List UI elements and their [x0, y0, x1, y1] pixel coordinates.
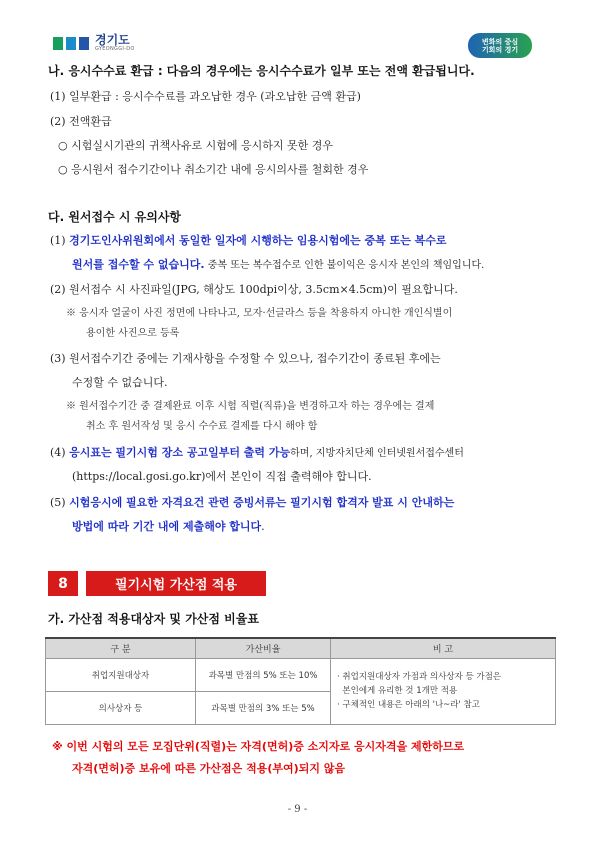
cautions-heading: 다. 원서접수 시 유의사항 — [48, 210, 182, 224]
table-header-ratio: 가산비율 — [196, 638, 331, 658]
slogan-badge — [468, 33, 532, 58]
caution-1-rest: 중복 또는 복수접수로 인한 불이익은 응시자 본인의 책임입니다. — [204, 260, 485, 271]
caution-5-bold-1: 시험응시에 필요한 자격요건 관련 증빙서류는 필기시험 합격자 발표 시 안내하는 — [69, 496, 455, 509]
caution-3-line-1: (3) 원서접수기간 중에는 기재사항을 수정할 수 있으나, 접수기간이 종료된 후에는 — [50, 352, 441, 365]
caution-5-line-2 — [72, 520, 265, 534]
caution-4-prefix: (4) — [50, 446, 70, 459]
remark-line-2: 본인에게 유리한 것 1개만 적용 — [337, 686, 458, 696]
warning-line-1: ※ 이번 시험의 모든 모집단위(직렬)는 자격(면허)증 소지자로 응시자격을 제한하므로 — [52, 740, 465, 753]
caution-3-line-2: 수정할 수 없습니다. — [72, 376, 168, 389]
caution-3-note-2: 취소 후 원서작성 및 응시 수수료 결제를 다시 해야 함 — [86, 421, 318, 432]
caution-2-note-1: ※ 응시자 얼굴이 사진 정면에 나타나고, 모자·선글라스 등을 착용하지 아니한 개인식별이 — [66, 308, 453, 319]
refund-item-partial: (1) 일부환급 : 응시수수료를 과오납한 경우 (과오납한 금액 환급) — [50, 90, 361, 103]
table-header-category: 구 분 — [46, 638, 196, 658]
caution-1-prefix: (1) — [50, 234, 70, 247]
table-cell-category: 의사상자 등 — [46, 691, 196, 724]
logo-subtitle: GYEONGGI-DO — [95, 46, 135, 52]
bonus-ratio-table — [45, 637, 556, 725]
caution-2: (2) 원서접수 시 사진파일(JPG, 해상도 100dpi이상, 3.5cm×4.5cm)이 필요합니다. — [50, 283, 458, 296]
caution-4-line-2: (https://local.gosi.go.kr)에서 본인이 직접 출력해야 합니다. — [72, 470, 372, 483]
remark-line-3: · 구체적인 내용은 아래의 '나~라' 참고 — [337, 700, 480, 710]
caution-1-line-1 — [50, 234, 447, 248]
table-row — [46, 658, 556, 691]
page-number: - 9 - — [287, 804, 308, 815]
caution-5-end: . — [261, 520, 265, 533]
section-number-badge: 8 — [48, 571, 78, 596]
remark-line-1: · 취업지원대상자 가점과 의사상자 등 가점은 — [337, 672, 502, 682]
bonus-heading: 가. 가산점 적용대상자 및 가산점 비율표 — [48, 612, 259, 626]
section-title-badge: 필기시험 가산점 적용 — [86, 571, 266, 596]
table-header-remark: 비 고 — [331, 638, 556, 658]
gyeonggi-logo-mark-icon — [53, 37, 89, 50]
caution-5-line-1 — [50, 496, 454, 510]
caution-1-bold-2: 원서를 접수할 수 없습니다. — [72, 258, 205, 271]
refund-bullet-1: ○ 시험실시기관의 귀책사유로 시험에 응시하지 못한 경우 — [58, 139, 333, 152]
caution-1-line-2 — [72, 258, 484, 273]
caution-4-line-1 — [50, 446, 464, 461]
refund-heading: 나. 응시수수료 환급 : 다음의 경우에는 응시수수료가 일부 또는 전액 환급됩니다. — [48, 64, 475, 78]
caution-5-prefix: (5) — [50, 496, 70, 509]
table-cell-ratio: 과목별 만점의 5% 또는 10% — [196, 658, 331, 691]
table-header-row — [46, 638, 556, 658]
table-cell-remark — [331, 658, 556, 724]
caution-3-note-1: ※ 원서접수기간 중 결제완료 이후 시험 직렬(직류)을 변경하고자 하는 경우에는 결제 — [66, 401, 435, 412]
caution-4-bold: 응시표는 필기시험 장소 공고일부터 출력 가능 — [69, 446, 291, 459]
slogan-line-1: 변화의 중심 — [481, 37, 519, 46]
slogan-line-2: 기회의 경기 — [481, 45, 519, 54]
warning-line-2: 자격(면허)증 보유에 따른 가산점은 적용(부여)되지 않음 — [72, 762, 346, 775]
table-cell-ratio: 과목별 만점의 3% 또는 5% — [196, 691, 331, 724]
caution-5-bold-2: 방법에 따라 기간 내에 제출해야 합니다 — [72, 520, 262, 533]
logo-title: 경기도 — [95, 33, 130, 47]
refund-bullet-2: ○ 응시원서 접수기간이나 취소기간 내에 응시의사를 철회한 경우 — [58, 163, 369, 176]
gyeonggi-logo — [53, 34, 135, 52]
caution-1-bold-1: 경기도인사위원회에서 동일한 일자에 시행하는 임용시험에는 중복 또는 복수로 — [69, 234, 447, 247]
caution-4-rest: 하며, 지방자치단체 인터넷원서접수센터 — [290, 448, 464, 459]
table-cell-category: 취업지원대상자 — [46, 658, 196, 691]
refund-item-full: (2) 전액환급 — [50, 115, 112, 128]
page-header — [0, 0, 595, 62]
caution-2-note-2: 용이한 사진으로 등록 — [86, 328, 180, 339]
